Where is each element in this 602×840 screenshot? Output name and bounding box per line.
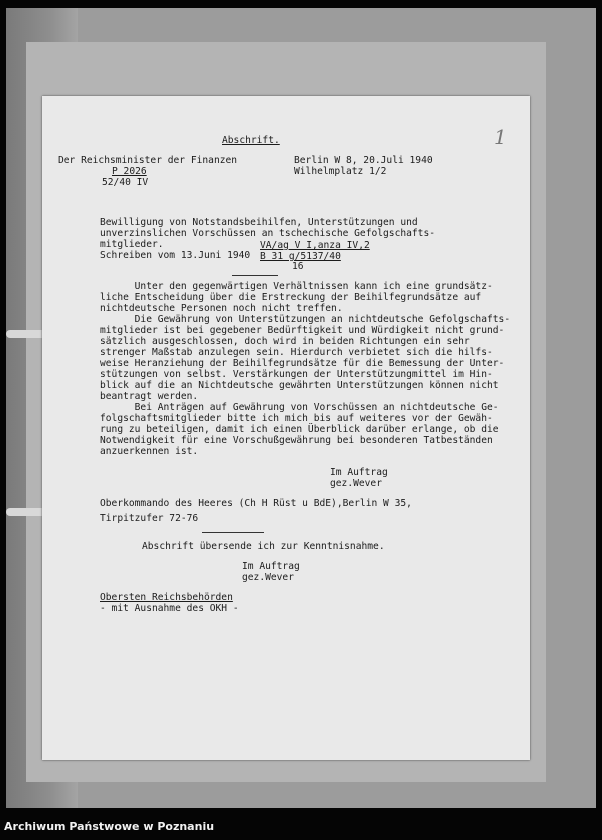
reference-sub: 52/40 IV — [102, 177, 149, 188]
body-line: Unter den gegenwärtigen Verhältnissen kann ich eine grundsätz- — [100, 281, 493, 292]
scan-frame — [6, 8, 596, 808]
document-text — [42, 96, 530, 760]
document-page — [42, 96, 530, 760]
forward-note: Abschrift übersende ich zur Kenntnisnahme. — [142, 541, 385, 552]
archive-name: Archiwum Państwowe w Poznaniu — [4, 820, 215, 833]
subject-line-2: unverzinslichen Vorschüssen an tschechische Gefolgschafts- — [100, 228, 436, 239]
letter-ref-1: VA/ag V I,anza IV,2 — [260, 240, 370, 251]
signature-1-line-1: Im Auftrag — [330, 467, 388, 478]
letter-reference: Schreiben vom 13.Juni 1940 — [100, 250, 251, 261]
body-line: sätzlich ausgeschlossen, doch wird in beiden Richtungen ein sehr — [100, 336, 470, 347]
heading: Abschrift. — [222, 135, 280, 146]
address: Wilhelmplatz 1/2 — [294, 166, 387, 177]
recipient-line-1: Oberkommando des Heeres (Ch H Rüst u BdE),Berlin W 35, — [100, 498, 412, 509]
letter-ref-2: B 31 g/5137/40 — [260, 251, 341, 262]
body-line: Notwendigkeit für eine Vorschußgewährung bei besonderen Tatbeständen — [100, 435, 493, 446]
body-line: rung zu beteiligen, damit ich einen Überblick darüber erlange, ob die — [100, 424, 499, 435]
place-date: Berlin W 8, 20.Juli 1940 — [294, 155, 433, 166]
body-line: strenger Maßstab anzulegen sein. Hierdurch verbietet sich die hilfs- — [100, 347, 493, 358]
divider-2 — [202, 532, 264, 533]
subject-line-1: Bewilligung von Notstandsbeihilfen, Unterstützungen und — [100, 217, 418, 228]
body-line: beantragt werden. — [100, 391, 199, 402]
divider-1 — [232, 275, 278, 276]
signature-1-line-2: gez.Wever — [330, 478, 382, 489]
sender: Der Reichsminister der Finanzen — [58, 155, 238, 166]
body-line: weise Heranziehung der Beihilfegrundsätze für die Bemessung der Unter- — [100, 358, 505, 369]
distribution-line-2: - mit Ausnahme des OKH - — [100, 603, 239, 614]
reference-number: P 2026 — [112, 166, 147, 177]
subject-line-3: mitglieder. — [100, 239, 164, 250]
page-number: 1 — [494, 125, 507, 149]
body-line: stützungen von selbst. Verstärkungen der Unterstützungmittel im Hin- — [100, 369, 493, 380]
body-line: blick auf die an Nichtdeutsche gewährten Unterstützungen können nicht — [100, 380, 499, 391]
body-line: liche Entscheidung über die Erstreckung der Beihilfegrundsätze auf — [100, 292, 482, 303]
body-line: Die Gewährung von Unterstützungen an nichtdeutsche Gefolgschafts- — [100, 314, 511, 325]
signature-2-line-1: Im Auftrag — [242, 561, 300, 572]
letter-ref-3: 16 — [292, 261, 304, 272]
body-line: folgschaftsmitglieder bitte ich mich bis auf weiteres vor der Gewäh- — [100, 413, 493, 424]
archive-footer — [0, 812, 602, 840]
signature-2-line-2: gez.Wever — [242, 572, 294, 583]
body-line: anzuerkennen ist. — [100, 446, 199, 457]
body-line: mitglieder ist bei gegebener Bedürftigkeit und Würdigkeit nicht grund- — [100, 325, 505, 336]
distribution-line-1: Obersten Reichsbehörden — [100, 592, 233, 603]
body-line: Bei Anträgen auf Gewährung von Vorschüssen an nichtdeutsche Ge- — [100, 402, 499, 413]
recipient-line-2: Tirpitzufer 72-76 — [100, 513, 199, 524]
body-line: nichtdeutsche Personen noch nicht treffen. — [100, 303, 343, 314]
